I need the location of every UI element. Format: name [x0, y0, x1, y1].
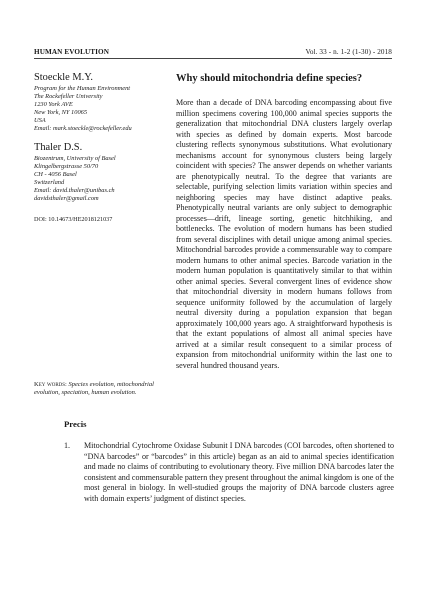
affiliation-line: Program for the Human Environment [34, 85, 131, 92]
article-title: Why should mitochondria define species? [176, 73, 363, 84]
author-block-1 [34, 72, 164, 132]
affiliation-line: CH - 4056 Basel [34, 171, 77, 179]
affiliation-line: Switzerland [34, 179, 65, 187]
running-head [34, 48, 392, 59]
affiliation-line: USA [34, 116, 46, 124]
keywords [34, 381, 164, 397]
doi: DOI: 10.14673/HE2018121037 [34, 215, 113, 223]
affiliation-line: Biozentrum, University of Basel [34, 155, 116, 163]
author-name: Stoeckle M.Y. [34, 72, 93, 83]
author-column [34, 72, 164, 224]
precis-list [64, 441, 394, 505]
affiliation-line: New York, NY 10065 [34, 108, 88, 116]
author-email: Email: david.thaler@unibas.ch [34, 187, 115, 195]
abstract: More than a decade of DNA barcoding encompassing about five million specimens covering 100,000 animal species supports the generalization that mitochondrial DNA clusters largely overlap with species as defined by domain experts. Most barcode clustering reflects synonymous substitutions. What evolutionary mechanisms account for synonymous clusters being largely coincident with species? The answer depends on whether variants are phenotypically neutral. To the degree that variants are selectable, purifying selection limits variation within species and neighboring species may have distinct adaptive peaks. Phenotypically neutral variants are only subject to demographic processes—drift, lineage sorting, genetic hitchhiking, and bottlenecks. The evolution of modern humans has been studied from several disciplines with detail unique among animal species. Mitochondrial barcodes provide a commensurable way to compare modern humans to other animal species. Barcode variation in the modern human population is quantitatively similar to that within other animal species. Several convergent lines of evidence show that mitochondrial diversity in modern humans follows from sequence uniformity followed by the accumulation of largely neutral diversity during a population expansion that began approximately 100,000 years ago. A straightforward hypothesis is that the extant populations of almost all animal species have arrived at a similar result consequent to a similar process of expansion from mitochondrial uniformity within the last one to several hundred thousand years. [176, 98, 392, 370]
author-email: Email: mark.stoeckle@rockefeller.edu [34, 124, 132, 132]
affiliation-line: 1230 York AVE [34, 100, 73, 108]
precis-item-number: 1. [64, 441, 71, 450]
precis-item-text: Mitochondrial Cytochrome Oxidase Subunit I DNA barcodes (COI barcodes, often shortened to “DNA barcodes” or “barcodes” in this article) began as an aid to animal species identification and made no claims of contributing to evolutionary theory. Five million DNA barcodes later the consistent and commensurable pattern they present throughout the animal kingdom is one of the most general in biology. In well-studied groups the majority of DNA barcode clusters agree with domain experts’ judgment of distinct species. [84, 441, 394, 503]
journal-name: HUMAN EVOLUTION [34, 48, 110, 56]
affiliation-line: Klingelbergstrasse 50/70 [34, 163, 99, 171]
author-email: davidsthaler@gmail.com [34, 194, 99, 202]
affiliation-line: The Rockefeller University [34, 92, 103, 100]
author-name: Thaler D.S. [34, 142, 83, 154]
author-block-2 [34, 142, 164, 202]
precis-item [64, 441, 394, 505]
volume-info: Vol. 33 - n. 1-2 (1-30) - 2018 [305, 48, 392, 56]
precis-heading: Precis [64, 419, 87, 429]
keywords-label: Key words: [34, 381, 67, 388]
keywords-text: Species evolution, mitochondrial evolution, speciation, human evolution. [34, 381, 154, 397]
